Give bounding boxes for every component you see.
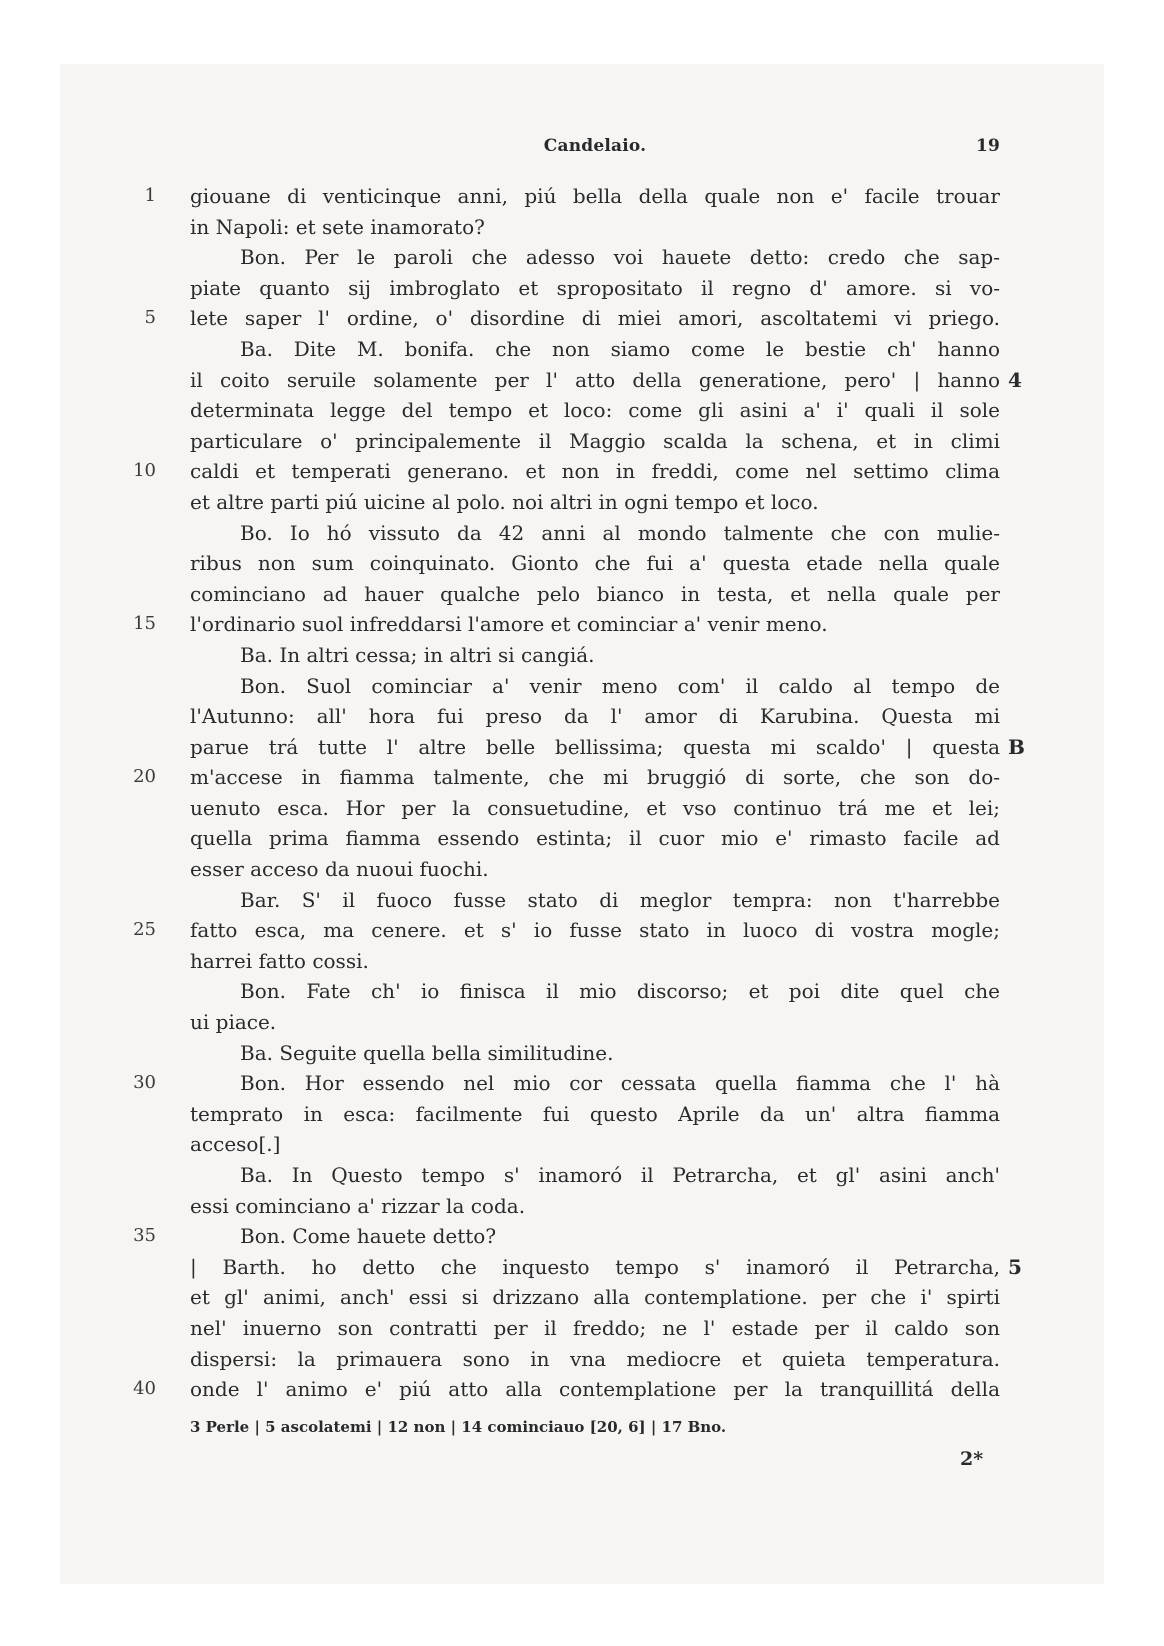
line-number: 1 xyxy=(144,185,156,206)
text-line xyxy=(0,885,1164,916)
line-text: cominciano ad hauer qualche pelo bianco in testa, et nella quale per xyxy=(190,581,1000,606)
text-line xyxy=(0,671,1164,702)
line-text: Ba. Seguite quella bella similitudine. xyxy=(240,1040,614,1065)
line-text: caldi et temperati generano. et non in freddi, come nel settimo clima xyxy=(190,459,1000,484)
text-line xyxy=(0,426,1164,457)
line-text: l'ordinario suol infreddarsi l'amore et cominciar a' venir meno. xyxy=(190,612,828,637)
text-block xyxy=(0,181,1164,1405)
line-number: 35 xyxy=(133,1225,156,1247)
line-text: et altre parti piú uicine al polo. noi altri in ogni tempo et loco. xyxy=(190,489,819,514)
text-line xyxy=(0,946,1164,977)
line-number: 10 xyxy=(133,460,156,482)
line-number: 15 xyxy=(133,613,156,635)
line-text: lete saper l' ordine, o' disordine di miei amori, ascoltatemi vi priego. xyxy=(190,306,1000,331)
line-text: determinata legge del tempo et loco: come gli asini a' i' quali il sole xyxy=(190,398,1000,423)
line-text: ribus non sum coinquinato. Gionto che fui a' questa etade nella quale xyxy=(190,551,1000,576)
text-line xyxy=(0,212,1164,243)
text-line xyxy=(0,1221,1164,1252)
line-text: | Barth. ho detto che inquesto tempo s' inamoró il Petrarcha, xyxy=(190,1254,1000,1279)
line-text: particulare o' principalemente il Maggio scalda la schena, et in climi xyxy=(190,428,1000,453)
line-number: 25 xyxy=(133,919,156,941)
text-line xyxy=(0,1007,1164,1038)
line-text: Bon. Fate ch' io finisca il mio discorso; et poi dite quel che xyxy=(240,979,1000,1004)
text-line xyxy=(0,640,1164,671)
running-header xyxy=(190,136,1000,162)
line-text: Bon. Come hauete detto? xyxy=(240,1224,497,1249)
line-text: Ba. Dite M. bonifa. che non siamo come le bestie ch' hanno xyxy=(240,336,1000,361)
line-text: Bon. Per le paroli che adesso voi hauete detto: credo che sap- xyxy=(240,245,1000,270)
running-title: Candelaio. xyxy=(543,136,647,156)
line-text: fatto esca, ma cenere. et s' io fusse stato in luoco di vostra mogle; xyxy=(190,918,1000,943)
line-text: esser acceso da nuoui fuochi. xyxy=(190,857,489,882)
line-text: acceso[.] xyxy=(190,1132,281,1157)
text-line xyxy=(0,701,1164,732)
margin-folio-mark: B xyxy=(1008,734,1025,759)
line-text: uenuto esca. Hor per la consuetudine, et vso continuo trá me et lei; xyxy=(190,795,1000,820)
line-text: temprato in esca: facilmente fui questo Aprile da un' altra fiamma xyxy=(190,1101,1000,1126)
line-text: parue trá tutte l' altre belle bellissima; questa mi scaldo' | questa xyxy=(190,734,1000,759)
line-text: m'accese in fiamma talmente, che mi bruggió di sorte, che son do- xyxy=(190,765,1000,790)
line-text: giouane di venticinque anni, piú bella della quale non e' facile trouar xyxy=(190,184,1000,208)
text-line xyxy=(0,1252,1164,1283)
line-text: harrei fatto cossi. xyxy=(190,948,369,973)
text-line xyxy=(0,854,1164,885)
text-line xyxy=(0,609,1164,640)
text-line xyxy=(0,518,1164,549)
text-line xyxy=(0,273,1164,304)
text-line xyxy=(0,395,1164,426)
line-text: Bon. Suol cominciar a' venir meno com' il caldo al tempo de xyxy=(240,673,1000,698)
text-line xyxy=(0,303,1164,334)
line-text: in Napoli: et sete inamorato? xyxy=(190,214,485,239)
text-line xyxy=(0,334,1164,365)
line-number: 40 xyxy=(133,1378,156,1400)
text-line xyxy=(0,1160,1164,1191)
line-text: Bo. Io hó vissuto da 42 anni al mondo talmente che con mulie- xyxy=(240,520,1000,545)
text-line xyxy=(0,579,1164,610)
text-line xyxy=(0,762,1164,793)
line-text: nel' inuerno son contratti per il freddo; ne l' estade per il caldo son xyxy=(190,1315,1000,1340)
line-number: 30 xyxy=(133,1072,156,1094)
line-text: quella prima fiamma essendo estinta; il cuor mio e' rimasto facile ad xyxy=(190,826,1000,851)
line-text: ui piace. xyxy=(190,1010,277,1035)
text-line xyxy=(0,1313,1164,1344)
text-line xyxy=(0,1068,1164,1099)
line-number: 20 xyxy=(133,766,156,788)
text-line xyxy=(0,793,1164,824)
text-line xyxy=(0,1374,1164,1405)
line-text: Bar. S' il fuoco fusse stato di meglor tempra: non t'harrebbe xyxy=(240,887,1000,912)
footnote-apparatus: 3 Perle | 5 ascolatemi | 12 non | 14 cominciauo [20, 6] | 17 Bno. xyxy=(190,1418,727,1436)
margin-folio-mark: 5 xyxy=(1008,1254,1022,1279)
line-text: essi cominciano a' rizzar la coda. xyxy=(190,1193,526,1218)
text-line xyxy=(0,181,1164,212)
text-line xyxy=(0,976,1164,1007)
text-line xyxy=(0,732,1164,763)
signature-mark: 2* xyxy=(960,1448,984,1470)
text-line xyxy=(0,1344,1164,1375)
text-line xyxy=(0,823,1164,854)
line-text: l'Autunno: all' hora fui preso da l' amor di Karubina. Questa mi xyxy=(190,704,1000,729)
margin-folio-mark: 4 xyxy=(1008,367,1022,392)
text-line xyxy=(0,915,1164,946)
line-text: Ba. In altri cessa; in altri si cangiá. xyxy=(240,642,595,667)
text-line xyxy=(0,456,1164,487)
text-line xyxy=(0,1099,1164,1130)
text-line xyxy=(0,1191,1164,1222)
text-line xyxy=(0,1129,1164,1160)
text-line xyxy=(0,487,1164,518)
line-text: Bon. Hor essendo nel mio cor cessata quella fiamma che l' hà xyxy=(240,1071,1000,1096)
text-line xyxy=(0,1282,1164,1313)
line-text: Ba. In Questo tempo s' inamoró il Petrarcha, et gl' asini anch' xyxy=(240,1163,1000,1187)
text-line xyxy=(0,1038,1164,1069)
line-text: et gl' animi, anch' essi si drizzano alla contemplatione. per che i' spirti xyxy=(190,1285,1000,1310)
line-text: onde l' animo e' piú atto alla contemplatione per la tranquillitá della xyxy=(190,1377,1000,1402)
line-text: il coito seruile solamente per l' atto della generatione, pero' | hanno xyxy=(190,367,1000,392)
text-line xyxy=(0,365,1164,396)
line-text: piate quanto sij imbroglato et spropositato il regno d' amore. si vo- xyxy=(190,275,1000,300)
text-line xyxy=(0,548,1164,579)
line-number: 5 xyxy=(144,307,156,329)
text-line xyxy=(0,242,1164,273)
page-number: 19 xyxy=(975,136,1000,156)
line-text: dispersi: la primauera sono in vna mediocre et quieta temperatura. xyxy=(190,1346,1000,1371)
